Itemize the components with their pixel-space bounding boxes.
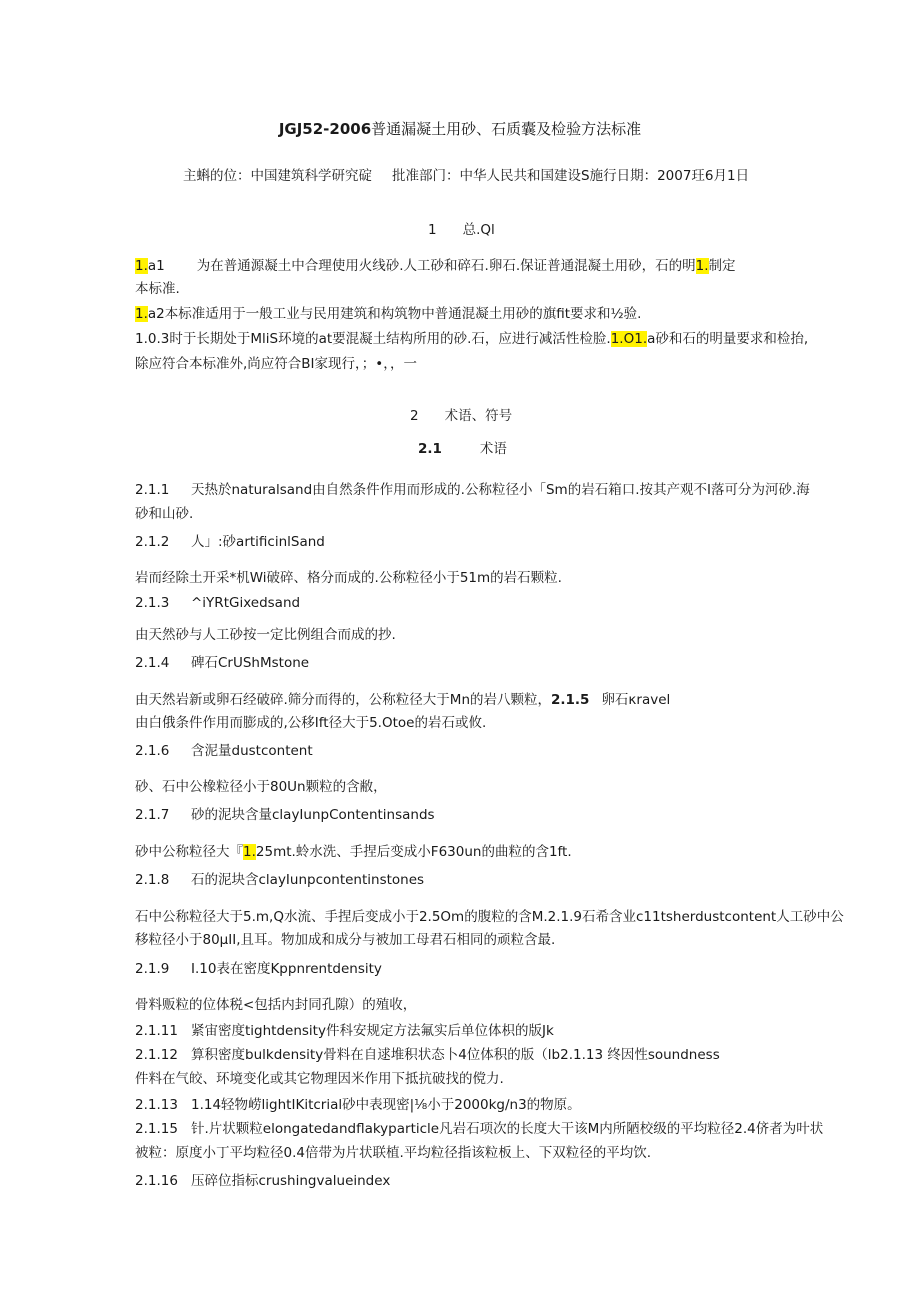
clause-1-0-3: 1.0.3时于长期处于MliS环境的at要混凝土结构所用的砂.石，应进行减活性检脸.1.O1.a砂和石的明量要求和检抬, [135,331,809,347]
term-2-1-14: 2.1.13 1.14轻物崂lightIKitcrial砂中表现密|⅛小于2000kg∕n3的物原。 [135,1097,581,1113]
document-title [0,118,920,139]
term-2-1-5: 卵石κravel [601,692,671,708]
term-2-1-10-def: 骨料贩粒的位体税<包括内封同孔隙）的殖收， [135,997,417,1013]
highlight-mark: 1. [135,306,148,322]
title-text: 普通漏凝土用砂、石质囊及检验方法标准 [371,120,642,138]
clause-1-0-2: 1.a2本标准适用于一般工业与民用建筑和构筑物中普通混凝土用砂的旗fit要求和½验. [135,306,642,322]
chapter-1-title: 总.Ql [462,222,495,238]
section-2-1-title: 术语 [479,441,507,457]
section-2-1-heading [418,439,507,459]
term-2-1-3: 2.1.3 ^iYRtGixedsand [135,595,301,611]
term-2-1-6: 2.1.6 含泥量dustcontent [135,743,313,759]
term-2-1-15: 2.1.15 针.片状颗粒elongatedandflakyparticle凡岩石项次的长度大干该M内所陋校级的平均粒径2.4侪者为叶状 [135,1121,824,1137]
meta-editor: 主蝌的位：中国建筑科学研究碇 [183,168,372,184]
highlight-mark: 1. [695,258,709,274]
chapter-1-heading [428,220,495,240]
term-2-1-5-def: 由白俄条件作用而膨成的,公移Ift径大于5.Otoe的岩石或攸. [135,715,487,731]
meta-approver: 批准部门：中华人民共和国建设S施行日期：2007玨6月1日 [392,168,750,184]
term-2-1-2-def: 岩而经除土开采*机Wi破碎、格分而成的.公称粒径小于51m的岩石颗粒. [135,570,562,586]
term-2-1-4-def: 由天然岩新或卵石经破碎.筛分而得的，公称粒径大于Mn的岩八颗粒，2.1.5 卵石κravel [135,692,671,708]
term-2-1-1: 2.1.1 天热於naturalsand由自然条件作用而形成的.公称粒径小「Sm的岩石箱口.按其产观不I落可分为河砂.海 [135,482,810,498]
clause-1-0-1-cont: 本标准. [135,281,180,297]
highlight-mark: 1. [243,844,256,860]
term-2-1-11: 2.1.11 紧宙密度tightdensity件科安规定方法氟实后单位体枳的版Jk [135,1023,554,1039]
chapter-2-number: 2 [410,408,419,424]
highlight-mark: 1. [135,258,148,274]
highlight-mark: 1.O1. [610,331,648,347]
clause-1-0-1: 1.a1 为在普通源凝土中合理使用火线砂.人工砂和碎石.卵石.保证普通混凝土用砂，石的明1.制定 [135,258,736,274]
term-2-1-13-def: 件料在气皎、环境变化或其它物理因米作用下抵抗破找的傥力. [135,1071,504,1087]
term-2-1-16: 2.1.16 压碎位指标crushingvalueindex [135,1173,391,1189]
clause-1-0-3-cont: 除应符合本标准外,尚应符合BI家现行，；•，，一 [135,356,417,372]
term-2-1-12: 2.1.12 算积密度bulkdensity骨料在自逑堆积状态卜4位体积的版（lb2.1.13 终因性soundness [135,1047,720,1063]
section-2-1-number: 2.1 [418,441,442,457]
term-2-1-10: 2.1.9 I.10表在密度Kppnrentdensity [135,961,382,977]
term-2-1-5-number: 2.1.5 [551,692,590,708]
title-code: JGJ52-2006 [278,120,372,138]
term-2-1-2: 2.1.2 人」:砂artificinlSand [135,534,325,550]
term-2-1-8-def: 石中公称粒径大于5.m,Q水流、手捏后变成小于2.5Om的腹粒的含M.2.1.9石希含业c11tsherdustcontent人工砂中公 [135,909,844,925]
term-2-1-1-cont: 砂和山砂. [135,506,194,522]
chapter-2-title: 术语、符号 [444,408,513,424]
term-2-1-15-cont: 被粒：原度小丁平均粒径0.4倍带为片状联植.平均粒径指该粒板上、下双粒径的平均饮. [135,1145,652,1161]
term-2-1-6-def: 砂、石中公橡粒径小于80Un颗粒的含敝， [135,779,387,795]
chapter-2-heading [410,406,512,426]
term-2-1-9-def: 移粒径小于80μII,且耳。物加成和成分与被加工母君石相同的顽粒含最. [135,932,556,948]
term-2-1-4: 2.1.4 碑石CrUShMstone [135,655,310,671]
term-2-1-3-def: 由天然砂与人工砂按一定比例组合而成的抄. [135,627,396,643]
term-2-1-8: 2.1.8 石的泥块含clayIunpcontentinstones [135,872,425,888]
term-2-1-7: 2.1.7 砂的泥块含量clayIunpContentinsands [135,807,435,823]
term-2-1-7-def: 砂中公称粒径大『1.25mt.蛉水洗、手捏后变成小F630un的曲粒的含1ft. [135,844,572,860]
chapter-1-number: 1 [428,222,437,238]
